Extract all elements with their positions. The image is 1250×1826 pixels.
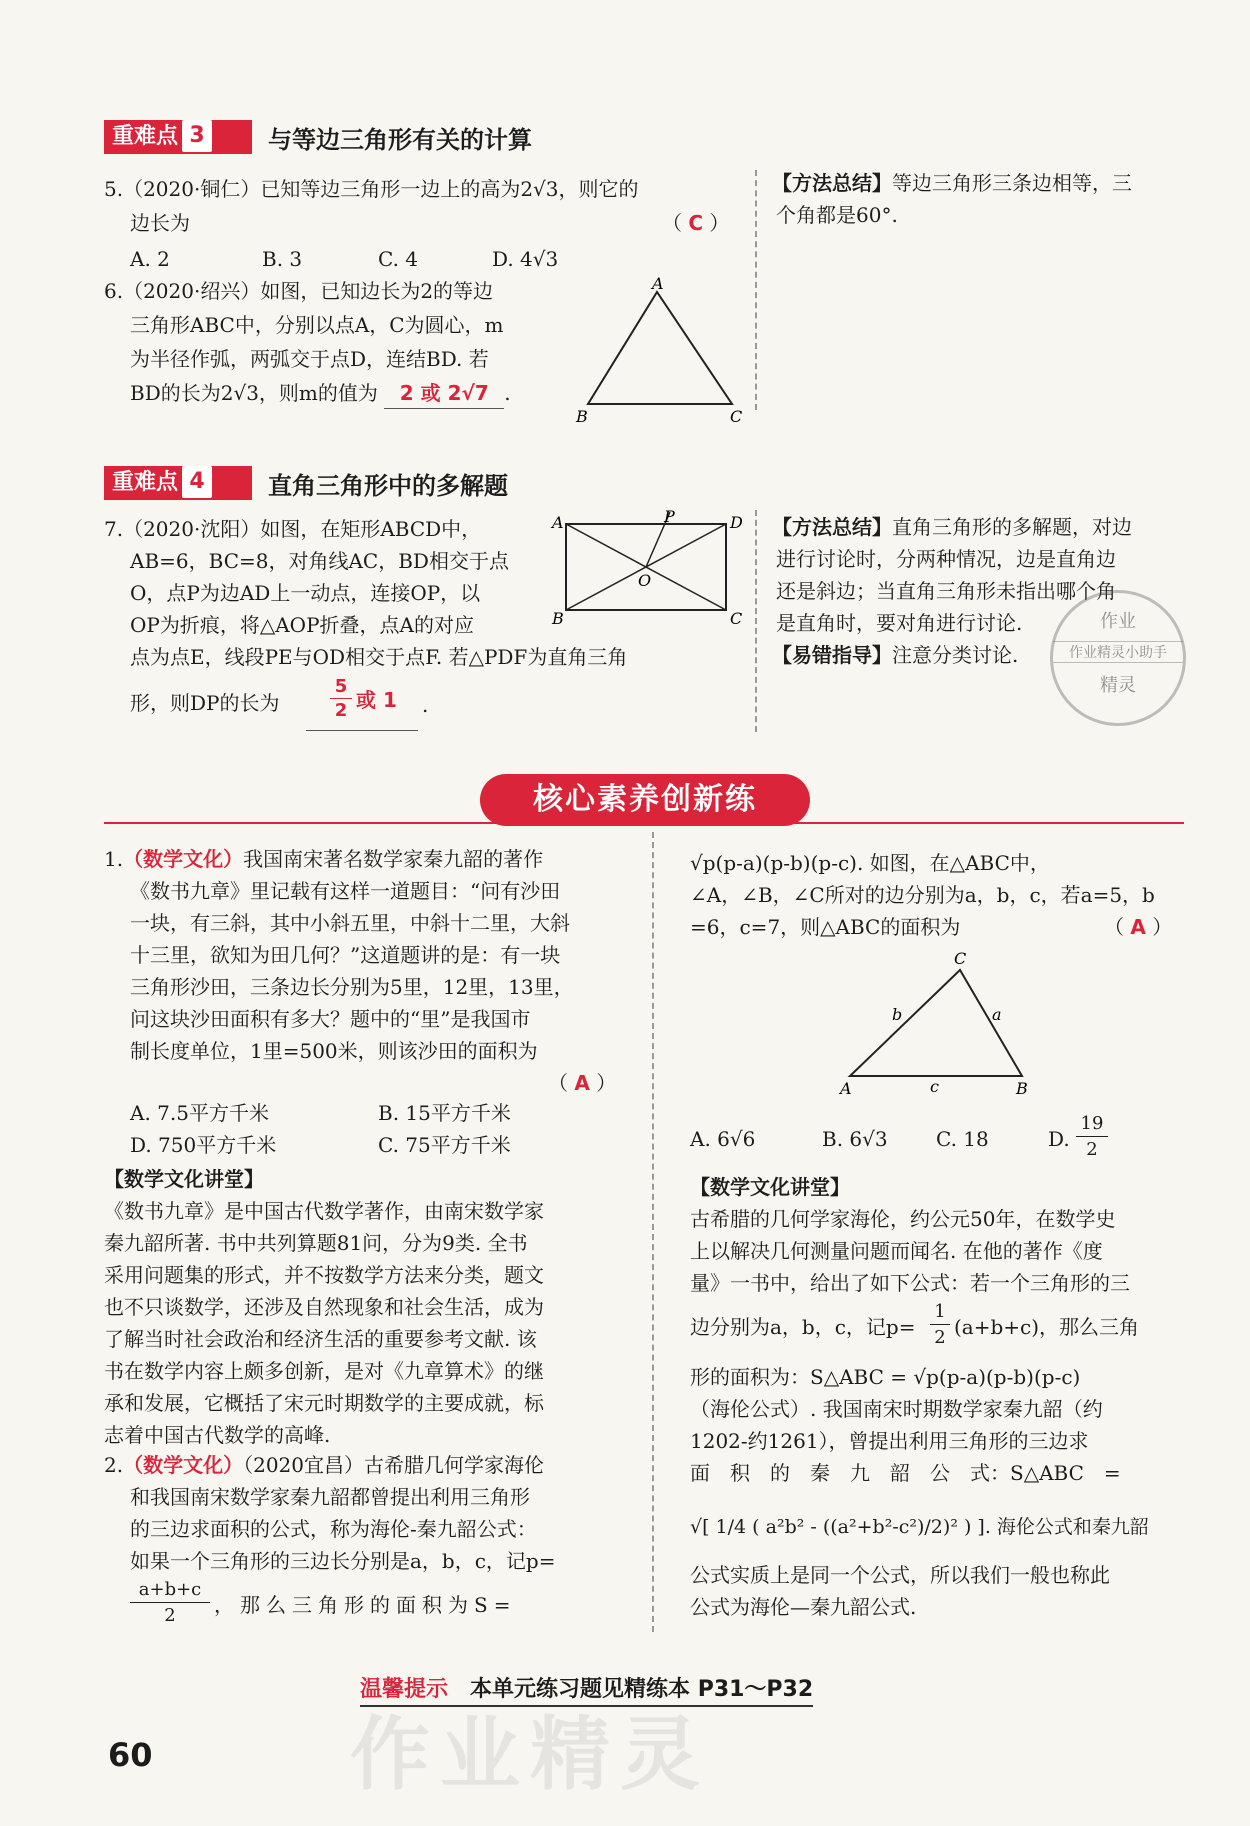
question-5-answer: （ C ） — [662, 211, 730, 235]
culture-text-line: 1202-约1261），曾提出利用三角形的三边求 — [690, 1429, 1089, 1453]
method-text: 等边三角形三条边相等，三 — [892, 171, 1132, 195]
badge-label: 重难点 — [112, 124, 179, 149]
error-guide-tag: 【易错指导】 — [772, 643, 892, 667]
question-text-line: 和我国南宋数学家秦九韶都曾提出利用三角形 — [130, 1485, 530, 1509]
culture-text-line: （海伦公式）. 我国南宋时期数学家秦九韶（约 — [690, 1397, 1103, 1421]
question-7-text-6 — [130, 688, 280, 718]
culture-text-line: 边分别为a，b，c，记p= — [690, 1315, 916, 1339]
question-7-text-5: 点为点E，线段PE与OD相交于点F. 若△PDF为直角三角 — [130, 645, 628, 669]
tip-text: 本单元练习题见精练本 P31～P32 — [470, 1677, 814, 1702]
question-6-text-4: BD的长为2√3，则m的值为 2 或 2√7 . — [130, 378, 511, 409]
side-label: a — [992, 1005, 1002, 1024]
fraction-denominator: 2 — [934, 1327, 946, 1348]
option-a: A. 7.5平方千米 — [130, 1101, 269, 1125]
vertex-label: P — [664, 508, 675, 526]
vertex-label: A — [552, 513, 564, 532]
question-text-line: √p(p-a)(p-b)(p-c). 如图，在△ABC中， — [690, 851, 1050, 875]
culture-text-line: 面 积 的 秦 九 韶 公 式：S△ABC = — [690, 1461, 1121, 1485]
question-text-line: 如果一个三角形的三边长分别是a，b，c，记p= — [130, 1549, 556, 1573]
vertex-label: A — [652, 276, 664, 293]
question-7-text: 7.（2020·沈阳）如图，在矩形ABCD中， — [104, 517, 482, 541]
method-text: 直角三角形的多解题，对边 — [892, 515, 1132, 539]
question-text-line: ∠A，∠B，∠C所对的边分别为a，b，c，若a=5，b — [690, 883, 1155, 907]
culture-text-line: 上以解决几何测量问题而闻名. 在他的著作《度 — [690, 1239, 1103, 1263]
section-title: 直角三角形中的多解题 — [268, 472, 508, 500]
column-divider — [652, 832, 654, 1632]
side-label: c — [930, 1077, 939, 1096]
question-text-line: 十三里，欲知为田几何？”这道题讲的是：有一块 — [130, 943, 561, 967]
answer-value: A — [574, 1071, 590, 1095]
culture-text-line: 公式实质上是同一个公式，所以我们一般也称此 — [690, 1563, 1110, 1587]
culture-text-line: 书在数学内容上颇多创新，是对《九章算术》的继 — [104, 1359, 544, 1383]
question-number: 2. — [104, 1453, 124, 1477]
option-b: B. 6√3 — [822, 1127, 888, 1151]
vertex-label: C — [954, 949, 967, 968]
culture-text-line: 量》一书中，给出了如下公式：若一个三角形的三 — [690, 1271, 1130, 1295]
method-text-3: 还是斜边；当直角三角形未指出哪个角 — [776, 579, 1116, 603]
question-number: 1. — [104, 847, 124, 871]
option-c: C. 75平方千米 — [378, 1133, 511, 1157]
column-divider — [755, 170, 757, 410]
stamp-watermark: 作业 作业精灵小助手 精灵 — [1050, 590, 1186, 726]
badge-label: 重难点 — [112, 470, 179, 495]
page-number: 60 — [108, 1736, 153, 1774]
method-tag: 【方法总结】 — [772, 171, 892, 195]
question-7-text-3: O，点P为边AD上一动点，连接OP，以 — [130, 581, 481, 605]
question-text-line: 的三边求面积的公式，称为海伦-秦九韶公式： — [130, 1517, 537, 1541]
question-text-line: 《数书九章》里记载有这样一道题目：“问有沙田 — [130, 879, 561, 903]
fraction-numerator: a+b+c — [130, 1578, 210, 1603]
option-c: C. 4 — [378, 247, 419, 271]
column-divider — [755, 510, 757, 732]
culture-text-line: 也不只谈数学，还涉及自然现象和社会生活，成为 — [104, 1295, 544, 1319]
core-question-1-text — [104, 844, 543, 874]
culture-text-line: 古希腊的几何学家海伦，约公元50年，在数学史 — [690, 1207, 1116, 1231]
option-d: D. 4√3 — [492, 247, 559, 271]
triangle — [588, 292, 732, 404]
method-summary — [772, 168, 1132, 198]
question-answer: （ A ） — [548, 1071, 617, 1095]
question-text-line: 一块，有三斜，其中小斜五里，中斜十二里，大斜 — [130, 911, 570, 935]
question-5-text-2: 边长为 — [130, 211, 190, 235]
tip-label: 温馨提示 — [360, 1677, 449, 1702]
question-7-answer — [306, 676, 418, 731]
question-text-line: 三角形沙田，三条边长分别为5里，12里，13里， — [130, 975, 574, 999]
culture-section-title: 【数学文化讲堂】 — [104, 1167, 264, 1191]
culture-text-line: 《数书九章》是中国古代数学著作，由南宋数学家 — [104, 1199, 544, 1223]
culture-tag: （数学文化） — [123, 1453, 244, 1477]
core-question-2-text — [104, 1450, 544, 1480]
question-text: 我国南宋著名数学家秦九韶的著作 — [243, 847, 544, 871]
option-b: B. 3 — [262, 247, 303, 271]
culture-text-line: √[ 1/4 ( a²b² - ((a²+b²-c²)/2)² ) ]. 海伦公式和秦九韶 — [690, 1516, 1149, 1538]
method-text-4: 是直角时，要对角进行讨论. — [776, 611, 1023, 635]
vertex-label: B — [552, 609, 564, 628]
question-text: （2020宜昌）古希腊几何学家海伦 — [243, 1453, 544, 1477]
vertex-label: B — [1016, 1079, 1028, 1098]
option-c: C. 18 — [936, 1127, 989, 1151]
option-d: D. 750平方千米 — [130, 1133, 277, 1157]
culture-tag: （数学文化） — [123, 847, 244, 871]
triangle-abc-figure — [836, 948, 1036, 1098]
watermark: 作业精灵 — [350, 1708, 710, 1801]
section-badge — [104, 120, 252, 154]
question-7-prefix: 形，则DP的长为 — [130, 691, 280, 715]
badge-number: 3 — [182, 120, 212, 152]
fraction-p — [130, 1578, 210, 1630]
answer-denominator: 2 — [334, 700, 348, 721]
vertex-label: C — [730, 407, 743, 426]
culture-section-title: 【数学文化讲堂】 — [690, 1175, 850, 1199]
culture-text-line: 了解当时社会政治和经济生活的重要参考文献. 该 — [104, 1327, 537, 1351]
culture-text-line: 形的面积为：S△ABC = √p(p-a)(p-b)(p-c) — [690, 1365, 1081, 1389]
vertex-label: O — [638, 571, 652, 590]
triangle-figure — [572, 276, 752, 426]
fraction-denominator: 2 — [1086, 1139, 1098, 1160]
question-7-text-2: AB=6，BC=8，对角线AC，BD相交于点 — [130, 549, 509, 573]
method-tag: 【方法总结】 — [772, 515, 892, 539]
vertex-label: B — [576, 407, 588, 426]
culture-text-line: 志着中国古代数学的高峰. — [104, 1423, 331, 1447]
error-guide-text: 注意分类讨论. — [892, 643, 1019, 667]
answer-rest: 或 1 — [356, 688, 397, 712]
option-a: A. 6√6 — [690, 1127, 756, 1151]
badge-number: 4 — [182, 466, 212, 498]
footer-tip — [360, 1672, 813, 1707]
error-guide — [772, 640, 1018, 670]
culture-text-line: (a+b+c)，那么三角 — [954, 1315, 1140, 1339]
question-text-line: ，那么三角形的面积为S= — [214, 1593, 517, 1617]
rectangle-figure — [548, 508, 748, 628]
answer-value: A — [1130, 915, 1146, 939]
question-7-text-4: OP为折痕，将△AOP折叠，点A的对应 — [130, 613, 474, 637]
option-b: B. 15平方千米 — [378, 1101, 511, 1125]
vertex-label: C — [730, 609, 743, 628]
question-6-text-2: 三角形ABC中，分别以点A，C为圆心，m — [130, 313, 504, 337]
period: . — [422, 693, 429, 717]
method-text-2: 个角都是60°. — [776, 203, 898, 227]
fraction-denominator: 2 — [164, 1605, 176, 1626]
culture-text-line: 采用问题集的形式，并不按数学方法来分类，题文 — [104, 1263, 544, 1287]
fraction-numerator: 1 — [930, 1300, 950, 1325]
question-answer: （ A ） — [1104, 915, 1173, 939]
question-6-text: 6.（2020·绍兴）如图，已知边长为2的等边 — [104, 279, 494, 303]
culture-text-line: 秦九韶所著. 书中共列算题81问，分为9类. 全书 — [104, 1231, 528, 1255]
fraction-half — [930, 1300, 950, 1354]
culture-text-line: 承和发展，它概括了宋元时期数学的主要成就，标 — [104, 1391, 544, 1415]
section-banner: 核心素养创新练 — [480, 774, 810, 826]
section-badge — [104, 466, 252, 500]
method-summary — [772, 512, 1132, 542]
vertex-label: D — [730, 513, 743, 532]
option-d-label: D. — [1048, 1127, 1070, 1151]
question-5-text: 5.（2020·铜仁）已知等边三角形一边上的高为2√3，则它的 — [104, 177, 639, 201]
answer-value: 2 或 2√7 — [384, 378, 504, 409]
question-6-text-3: 为半径作弧，两弧交于点D，连结BD. 若 — [130, 347, 489, 371]
question-text-line: =6，c=7，则△ABC的面积为 — [690, 915, 961, 939]
side-label: b — [892, 1005, 903, 1024]
answer-value: C — [688, 211, 704, 235]
question-text-line: 问这块沙田面积有多大？题中的“里”是我国市 — [130, 1007, 531, 1031]
vertex-label: A — [840, 1079, 852, 1098]
method-text-2: 进行讨论时，分两种情况，边是直角边 — [776, 547, 1116, 571]
section-title: 与等边三角形有关的计算 — [268, 126, 532, 154]
culture-text-line: 公式为海伦—秦九韶公式. — [690, 1595, 917, 1619]
option-a: A. 2 — [130, 247, 170, 271]
answer-numerator: 5 — [330, 676, 352, 699]
fraction-numerator: 19 — [1076, 1112, 1108, 1137]
question-text-line: 制长度单位，1里=500米，则该沙田的面积为 — [130, 1039, 538, 1063]
option-d-fraction — [1076, 1112, 1108, 1166]
question-6-prefix: BD的长为2√3，则m的值为 — [130, 381, 378, 405]
